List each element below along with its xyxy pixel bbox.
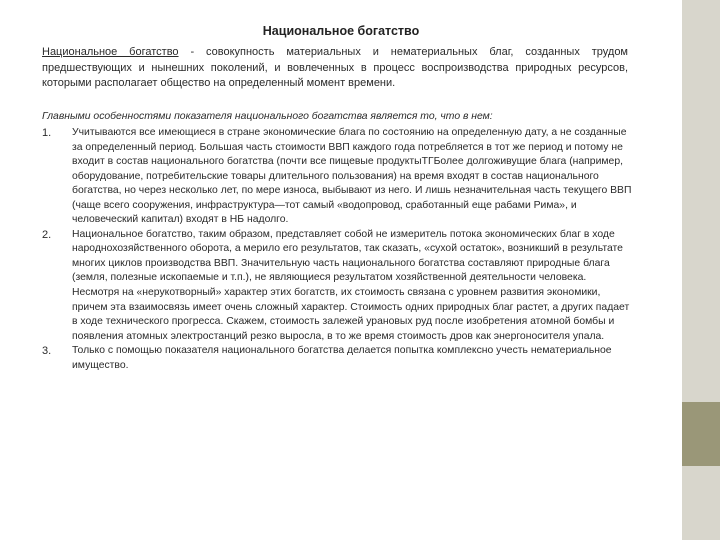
list-item-text: Только с помощью показателя национального богатства делается попытка комплексно учесть нематериальное имущество. xyxy=(72,345,612,371)
definition-text: - совокупность материальных и нематериальных благ, созданных трудом предшествующих и нынешних поколений, и вовлеченных в процесс воспроизводства природных ресурсов, которыми располагает общество на определенный момент времени. xyxy=(42,46,628,90)
list-item-number: 3. xyxy=(42,345,52,358)
slide-title: Национальное богатство xyxy=(262,24,420,38)
list-item-1 xyxy=(42,126,632,228)
list-item-3 xyxy=(42,344,632,373)
list-item-text: Национальное богатство, таким образом, представляет собой не измеритель потока экономических благ в ходе народнохозяйственного оборота, а мерило его результатов, так сказать, «сухой остаток», возникший в результате многих циклов производства ВВП. Значительную часть национального богатства составляют природные блага (земля, полезные ископаемые и т.п.), не являющиеся результатом хозяйственной деятельности человека. Несмотря на «нерукотворный» характер этих богатств, их стоимость связана с уровнем развития экономики, причем эта взаимосвязь имеет очень сложный характер. Стоимость одних природных благ растет, а других падает в ходе технического прогресса. Скажем, стоимость залежей урановых руд после изобретения атомной бомбы и появления атомных электростанций резко выросла, в то же время стоимость дров как энергоносителя упала. xyxy=(72,228,630,342)
list-item-text: Учитываются все имеющиеся в стране экономические блага по состоянию на определенную дату, а не созданные за определенный период. Большая часть стоимости ВВП каждого года потребляется в тот же период и потому не входит в состав национального богатства (почти все пищевые продуктыТГБолее долгоживущие блага (например, оборудование, потребительские товары длительного пользования) на время входят в состав национального богатства, но через несколько лет, по мере износа, выбывают из него. И лишь незначительная часть текущего ВВП (чаще всего сооружения, инфраструктура—тот самый «водопровод, сработанный еще рабами Рима», и человеческий капитал) входят в НБ надолго. xyxy=(72,127,632,226)
list-item-number: 2. xyxy=(42,228,52,241)
definition-term: Национальное богатство xyxy=(42,46,179,58)
list-item-2 xyxy=(42,228,632,344)
definition-paragraph xyxy=(42,45,628,92)
features-list xyxy=(42,126,632,373)
list-item-number: 1. xyxy=(42,127,52,139)
decorative-sidebar-accent xyxy=(682,402,720,466)
features-intro: Главными особенностями показателя национального богатства является то, что в нем: xyxy=(42,111,493,122)
